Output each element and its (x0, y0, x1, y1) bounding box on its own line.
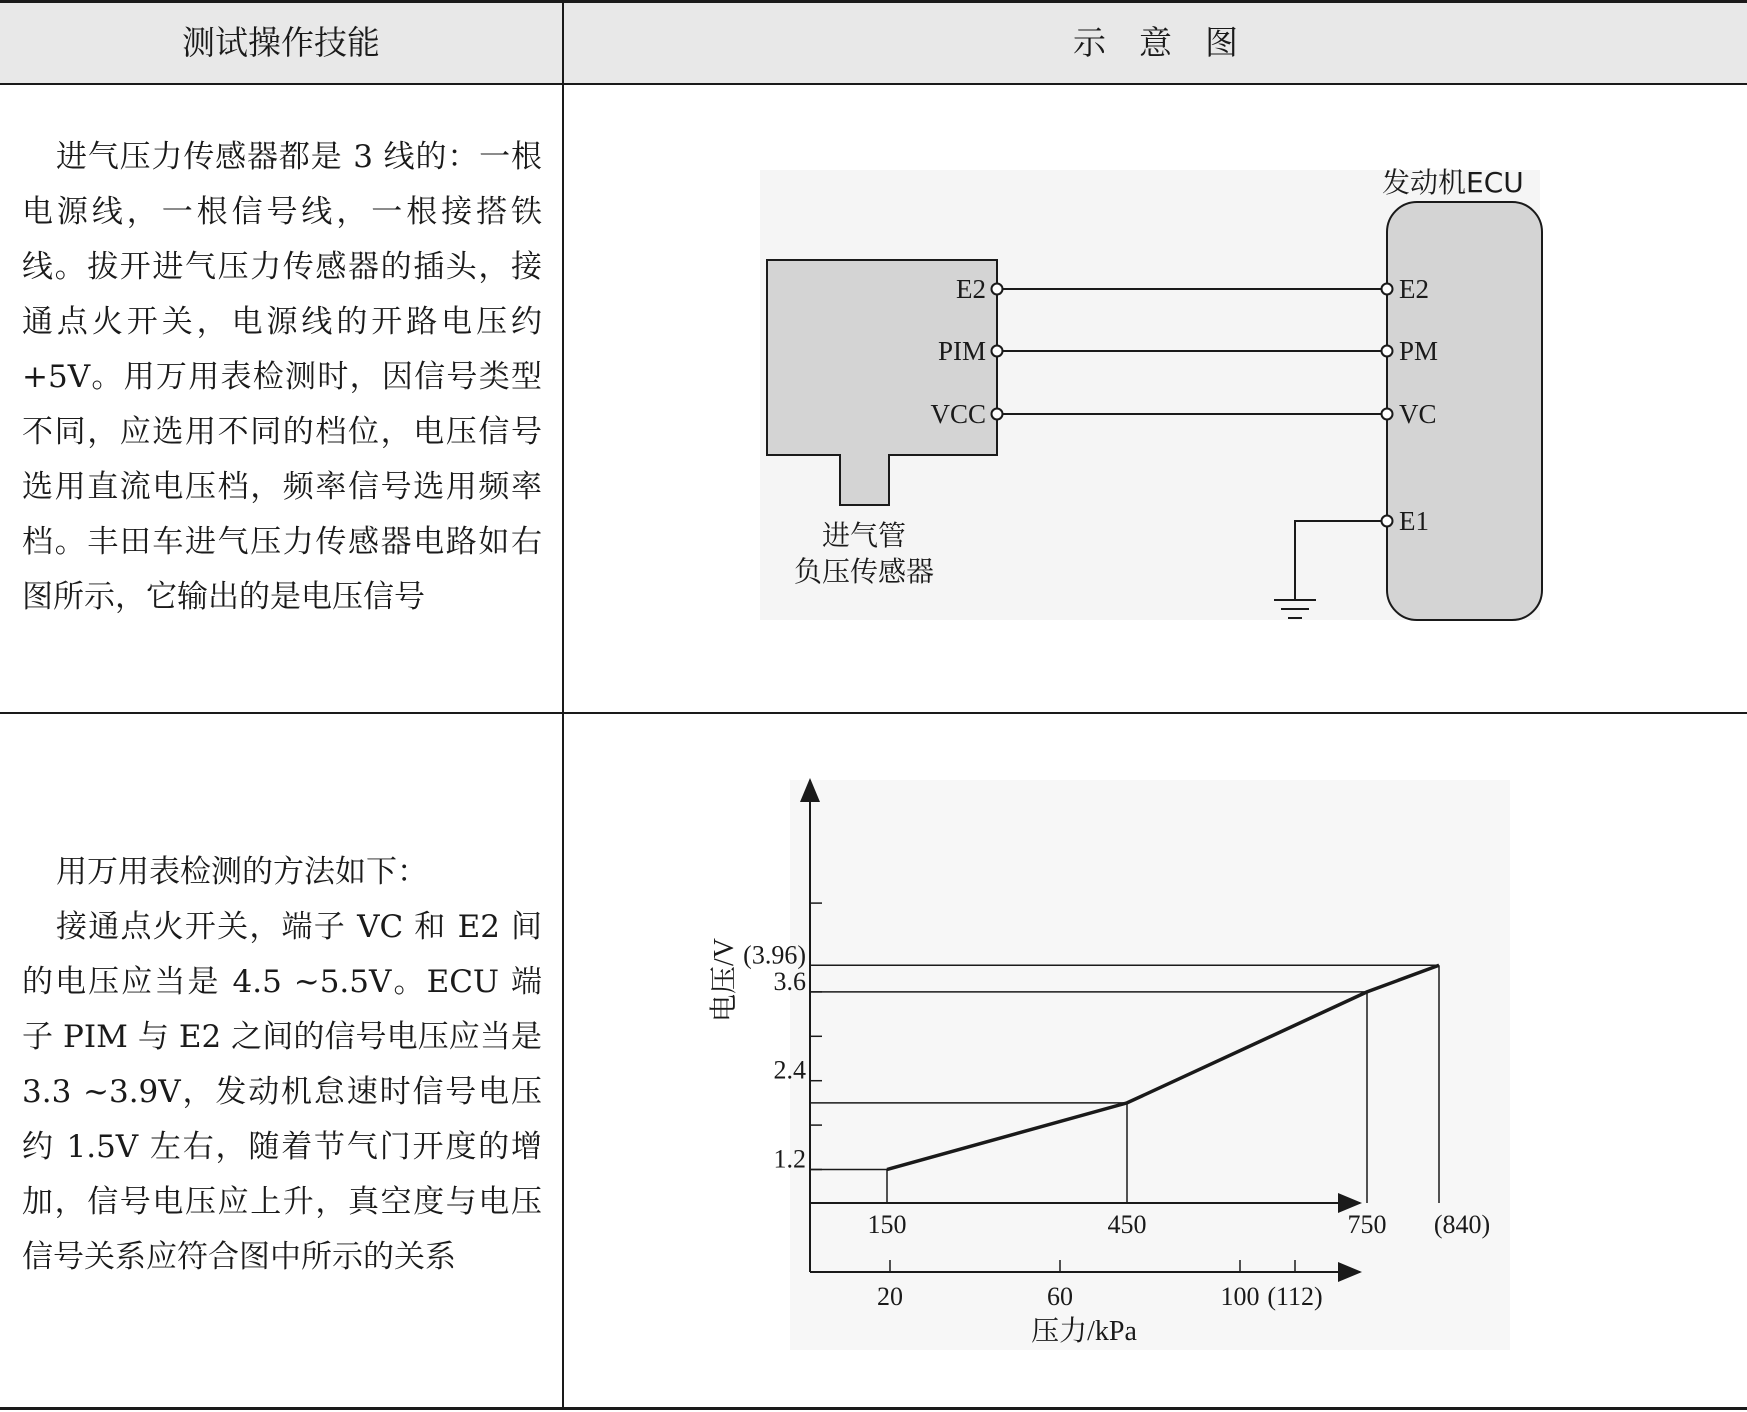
header-right: 示 意 图 (1073, 23, 1238, 62)
sensor-pin-pim-label: PIM (937, 336, 986, 366)
x-upper-tick-label: 750 (1347, 1210, 1387, 1239)
ecu-terminal-vc (1382, 409, 1393, 420)
ecu-pin-e2-label: E2 (1399, 274, 1429, 304)
x-upper-tick-label: 150 (867, 1210, 907, 1239)
x-upper-tick-label: 450 (1107, 1210, 1147, 1239)
sensor-label-line1: 进气管 (821, 519, 907, 552)
y-tick-label: (3.96) (743, 940, 806, 970)
y-tick-label: 2.4 (773, 1055, 806, 1085)
circuit-diagram (760, 160, 1560, 630)
ecu-pin-vc-label: VC (1399, 399, 1437, 429)
ecu-pin-pm-label: PM (1399, 336, 1439, 366)
row2-text (22, 845, 542, 1285)
y-tick-label: 3.6 (773, 966, 806, 996)
table-bottom-border (0, 1407, 1747, 1410)
sensor-pin-vcc-label: VCC (930, 399, 986, 429)
ecu-terminal-e1 (1382, 516, 1393, 527)
sensor-label-line2: 负压传感器 (793, 555, 935, 588)
row2-paragraph1: 用万用表检测的方法如下： (56, 854, 428, 890)
chart-background (790, 780, 1510, 1350)
ecu-terminal-e2 (1382, 284, 1393, 295)
row-divider (0, 712, 1747, 714)
x-axis-title: 压力/kPa (1031, 1316, 1137, 1347)
x-lower-tick-label: (112) (1267, 1282, 1323, 1311)
x-upper-tick-label: (840) (1433, 1210, 1491, 1239)
sensor-terminal-vcc (992, 409, 1003, 420)
ecu-title: 发动机ECU (1382, 166, 1524, 199)
y-axis-title: 电压/V (709, 937, 740, 1023)
ecu-terminal-pm (1382, 346, 1393, 357)
pressure-voltage-chart (709, 760, 1540, 1360)
sensor-terminal-e2 (992, 284, 1003, 295)
x-lower-tick-label: 20 (877, 1282, 903, 1311)
sensor-pin-e2-label: E2 (956, 274, 986, 304)
header-left: 测试操作技能 (182, 23, 380, 62)
x-lower-tick-label: 60 (1047, 1282, 1073, 1311)
x-lower-tick-label: 100 (1220, 1282, 1260, 1311)
y-tick-label: 1.2 (773, 1144, 806, 1174)
column-divider (562, 0, 564, 1410)
sensor-terminal-pim (992, 346, 1003, 357)
row1-paragraph: 进气压力传感器都是 3 线的：一根电源线，一根信号线，一根接搭铁线。拔开进气压力传感器的插头，接通点火开关，电源线的开路电压约 +5V。用万用表检测时，因信号类型不同，应选用不同的档位，电压信号选用直流电压档，频率信号选用频率档。丰田车进气压力传感器电路如右图所示，它输出的是电压信号 (22, 139, 542, 615)
row2-paragraph2: 接通点火开关，端子 VC 和 E2 间的电压应当是 4.5 ~5.5V。ECU 端子 PIM 与 E2 之间的信号电压应当是 3.3 ~3.9V，发动机怠速时信号电压约 1.5V 左右，随着节气门开度的增加，信号电压应上升，真空度与电压信号关系应符合图中所示的关系 (22, 909, 542, 1275)
ecu-pin-e1-label: E1 (1399, 506, 1429, 536)
